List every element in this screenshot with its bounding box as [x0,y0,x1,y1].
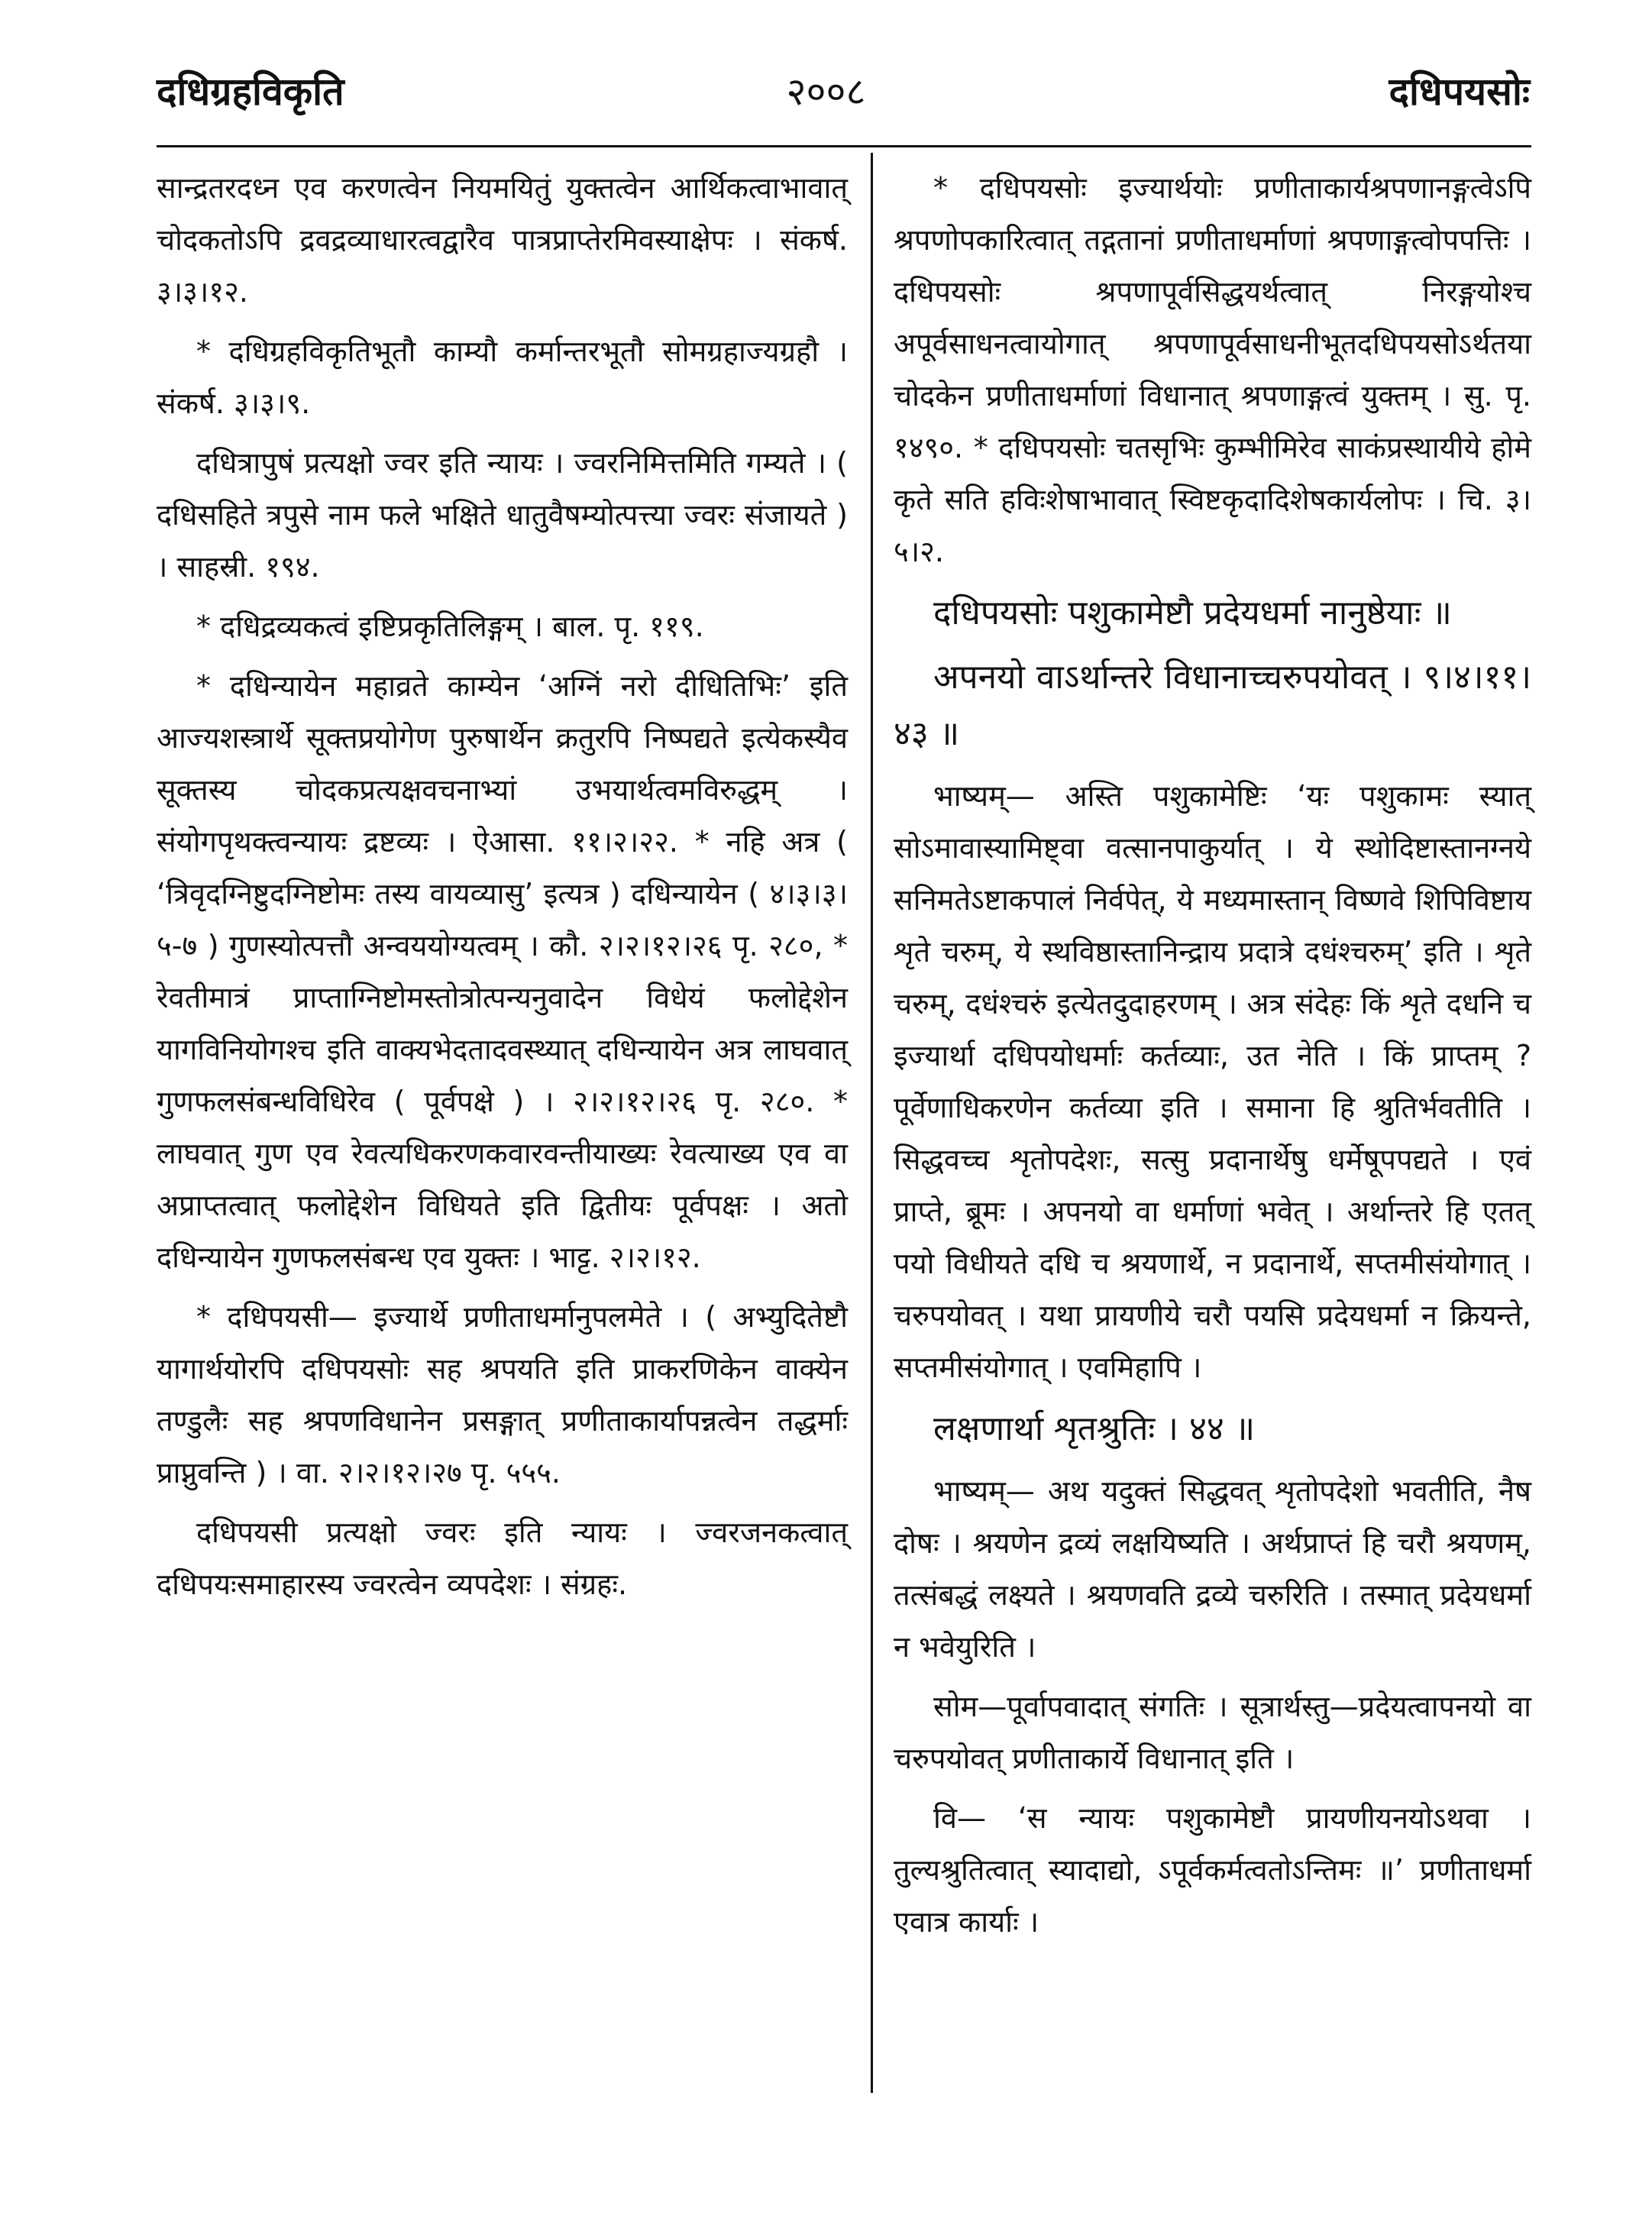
left-paragraph: दधित्रापुषं प्रत्यक्षो ज्वर इति न्यायः । ज्वरनिमित्तमिति गम्यते । ( दधिसहिते त्रपुसे नाम फले भक्षिते धातुवैषम्योत्पत्त्या ज्वरः संजायते ) । साहस्री. १९४. [157,446,848,584]
commentary-paragraph: सोम—पूर्वापवादात् संगतिः । सूत्रार्थस्तु—प्रदेयत्वापनयो वा चरुपयोवत् प्रणीताकार्ये विधानात् इति । [894,1690,1531,1775]
sutra-text: अपनयो वाऽर्थान्तरे विधानाच्चरुपयोवत् । ९।४।११।४३ ॥ [894,658,1531,753]
commentary-paragraph: वि— ‘स न्यायः पशुकामेष्टौ प्रायणीयनयोऽथवा । तुल्यश्रुतित्वात् स्यादाद्यो, ऽपूर्वकर्मत्वतोऽन्तिमः ॥’ प्रणीताधर्मा एवात्र कार्याः । [894,1801,1531,1939]
header-right-catchword: दधिपयसोः [1389,70,1530,114]
page-number: २००८ [786,70,866,114]
adhikarana-heading: दधिपयसोः पशुकामेष्टौ प्रदेयधर्मा नानुष्ठेयाः ॥ [933,594,1452,632]
left-paragraph: * दधिद्रव्यकत्वं इष्टिप्रकृतिलिङ्गम् । बाल. पृ. ११९. [196,610,704,643]
left-paragraph: * दधिपयसी— इज्यार्थे प्रणीताधर्मानुपलमेते । ( अभ्युदितेष्टौ यागार्थयोरपि दधिपयसोः सह श्रपयति इति प्राकरणिकेन वाक्येन तण्डुलैः सह श्रपणविधानेन प्रसङ्गात् प्रणीताकार्यापन्नत्वेन तद्धर्माः प्राप्नुवन्ति ) । वा. २।२।१२।२७ पृ. ५५५. [157,1300,848,1490]
bhashya-paragraph: भाष्यम्— अस्ति पशुकामेष्टिः ‘यः पशुकामः स्यात् सोऽमावास्यामिष्ट्वा वत्सानपाकुर्यात् । ये स्थोदिष्टास्तानग्नये सनिमतेऽष्टाकपालं निर्वपेत्, ये मध्यमास्तान् विष्णवे शिपिविष्टाय शृते चरुम्, ये स्थविष्ठास्तानिन्द्राय प्रदात्रे दधंश्चरुम्’ इति । शृते चरुम्, दधंश्चरुं इत्येतदुदाहरणम् । अत्र संदेहः किं शृते दधनि च इज्यार्था दधिपयोधर्माः कर्तव्याः, उत नेति । किं प्राप्तम् ? पूर्वेणाधिकरणेन कर्तव्या इति । समाना हि श्रुतिर्भवतीति । सिद्धवच्च शृतोपदेशः, सत्सु प्रदानार्थेषु धर्मेषूपपद्यते । एवं प्राप्ते, ब्रूमः । अपनयो वा धर्माणां भवेत् । अर्थान्तरे हि एतत् पयो विधीयते दधि च श्रयणार्थे, न प्रदानार्थे, सप्तमीसंयोगात् । चरुपयोवत् । यथा प्रायणीये चरौ पयसि प्रदेयधर्मा न क्रियन्ते, सप्तमीसंयोगात् । एवमिहापि । [894,779,1531,1384]
right-paragraph: * दधिपयसोः इज्यार्थयोः प्रणीताकार्यश्रपणानङ्गत्वेऽपि श्रपणोपकारित्वात् तद्गतानां प्रणीताधर्माणां श्रपणाङ्गत्वोपपत्तिः । दधिपयसोः श्रपणापूर्वसिद्धयर्थत्वात् निरङ्गयोश्च अपूर्वसाधनत्वायोगात् श्रपणापूर्वसाधनीभूतदधिपयसोऽर्थतया चोदकेन प्रणीताधर्माणां विधानात् श्रपणाङ्गत्वं युक्तम् । सु. पृ. १४९०. * दधिपयसोः चतसृभिः कुम्भीमिरेव साकंप्रस्थायीये होमे कृते सति हविःशेषाभावात् स्विष्टकृदादिशेषकार्यलोपः । चि. ३।५।२. [894,171,1531,568]
bhashya-paragraph: भाष्यम्— अथ यदुक्तं सिद्धवत् शृतोपदेशो भवतीति, नैष दोषः । श्रयणेन द्रव्यं लक्षयिष्यति । अर्थप्राप्तं हि चरौ श्रयणम्, तत्संबद्धं लक्ष्यते । श्रयणवति द्रव्ये चरुरिति । तस्मात् प्रदेयधर्मा न भवेयुरिति । [894,1474,1531,1664]
header-rule [157,145,1531,147]
column-divider [871,153,873,2093]
left-paragraph: * दधिन्यायेन महाव्रते काम्येन ‘अग्निं नरो दीधितिभिः’ इति आज्यशस्त्रार्थे सूक्तप्रयोगेण पुरुषार्थेन क्रतुरपि निष्पद्यते इत्येकस्यैव सूक्तस्य चोदकप्रत्यक्षवचनाभ्यां उभयार्थत्वमविरुद्धम् । संयोगपृथक्त्वन्यायः द्रष्टव्यः । ऐआसा. ११।२।२२. * नहि अत्र ( ‘त्रिवृदग्निष्टुदग्निष्टोमः तस्य वायव्यासु’ इत्यत्र ) दधिन्यायेन ( ४।३।३।५-७ ) गुणस्योत्पत्तौ अन्वययोग्यत्वम् । कौ. २।२।१२।२६ पृ. २८०, * रेवतीमात्रं प्राप्ताग्निष्टोमस्तोत्रोत्पन्यनुवादेन विधेयं फलोद्देशेन यागविनियोगश्च इति वाक्यभेदतादवस्थ्यात् दधिन्यायेन अत्र लाघवात् गुणफलसंबन्धविधिरेव ( पूर्वपक्षे ) । २।२।१२।२६ पृ. २८०. * लाघवात् गुण एव रेवत्यधिकरणकवारवन्तीयाख्यः रेवत्याख्य एव वा अप्राप्तत्वात् फलोद्देशेन विधियते इति द्वितीयः पूर्वपक्षः । अतो दधिन्यायेन गुणफलसंबन्ध एव युक्तः । भाट्ट. २।२।१२. [157,669,848,1274]
right-column [894,162,1531,1955]
left-paragraph: दधिपयसी प्रत्यक्षो ज्वरः इति न्यायः । ज्वरजनकत्वात् दधिपयःसमाहारस्य ज्वरत्वेन व्यपदेशः । संग्रहः. [157,1515,848,1601]
left-column [157,162,848,1618]
left-paragraph: सान्द्रतरदध्न एव करणत्वेन नियमयितुं युक्तत्वेन आर्थिकत्वाभावात् चोदकतोऽपि द्रवद्रव्याधारत्वद्वारैव पात्रप्राप्तेरमिवस्याक्षेपः । संकर्ष. ३।३।१२. [157,171,848,309]
left-paragraph: * दधिग्रहविकृतिभूतौ काम्यौ कर्मान्तरभूतौ सोमग्रहाज्यग्रहौ । संकर्ष. ३।३।९. [157,335,848,420]
header-left-catchword: दधिग्रहविकृति [157,70,344,114]
sutra-text: लक्षणार्था शृतश्रुतिः । ४४ ॥ [933,1409,1256,1448]
